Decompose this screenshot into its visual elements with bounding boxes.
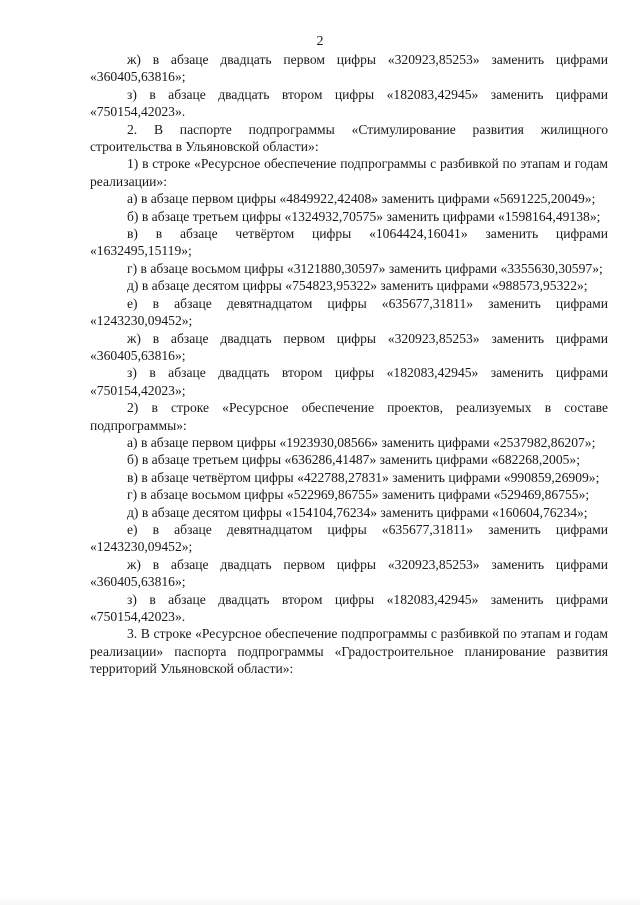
subsection-2-heading: 2) в строке «Ресурсное обеспечение проектов, реализуемых в составе подпрограммы»:	[90, 400, 608, 433]
list-item-zh: ж) в абзаце двадцать первом цифры «320923,85253» заменить цифрами «360405,63816»;	[90, 330, 608, 363]
list-item-zh: ж) в абзаце двадцать первом цифры «320923,85253» заменить цифрами «360405,63816»;	[90, 556, 608, 590]
list-item-v: в) в абзаце четвёртом цифры «1064424,16041» заменить цифрами «1632495,15119»;	[90, 226, 608, 259]
paragraph-item-z: з) в абзаце двадцать втором цифры «182083,42945» заменить цифрами «750154,42023».	[90, 86, 608, 120]
list-item-d: д) в абзаце десятом цифры «154104,76234» заменить цифрами «160604,76234»;	[127, 504, 588, 520]
list-item-g: г) в абзаце восьмом цифры «3121880,30597» заменить цифрами «3355630,30597»;	[127, 260, 603, 276]
list-item-v: в) в абзаце четвёртом цифры «422788,27831» заменить цифрами «990859,26909»;	[127, 469, 600, 485]
paragraph-item-zh: ж) в абзаце двадцать первом цифры «320923,85253» заменить цифрами «360405,63816»;	[90, 52, 608, 85]
scan-edge	[0, 897, 640, 905]
list-item-a: а) в абзаце первом цифры «1923930,08566» заменить цифрами «2537982,86207»;	[127, 434, 596, 450]
subsection-1-heading: 1) в строке «Ресурсное обеспечение подпрограммы с разбивкой по этапам и годам реализации»:	[90, 156, 608, 189]
list-item-z: з) в абзаце двадцать втором цифры «182083,42945» заменить цифрами «750154,42023»;	[90, 365, 608, 398]
list-item-e: е) в абзаце девятнадцатом цифры «635677,31811» заменить цифрами «1243230,09452»;	[90, 295, 608, 329]
list-item-a: а) в абзаце первом цифры «4849922,42408» заменить цифрами «5691225,20049»;	[127, 191, 596, 207]
section-3-heading: 3. В строке «Ресурсное обеспечение подпрограммы с разбивкой по этапам и годам реализации» паспорта подпрограммы «Градостроительное планирование развития территорий Ульяновской области»:	[90, 626, 608, 677]
document-body	[90, 51, 608, 678]
list-item-g: г) в абзаце восьмом цифры «522969,86755» заменить цифрами «529469,86755»;	[127, 487, 590, 503]
list-item-b: б) в абзаце третьем цифры «636286,41487» заменить цифрами «682268,2005»;	[127, 452, 581, 468]
list-item-d: д) в абзаце десятом цифры «754823,95322» заменить цифрами «988573,95322»;	[127, 278, 588, 294]
list-item-e: е) в абзаце девятнадцатом цифры «635677,31811» заменить цифрами «1243230,09452»;	[90, 521, 608, 555]
list-item-b: б) в абзаце третьем цифры «1324932,70575» заменить цифрами «1598164,49138»;	[127, 208, 601, 224]
page-number: 2	[316, 34, 324, 49]
list-item-z: з) в абзаце двадцать втором цифры «182083,42945» заменить цифрами «750154,42023».	[90, 591, 608, 624]
section-2-heading: 2. В паспорте подпрограммы «Стимулирование развития жилищного строительства в Ульяновской области»:	[90, 121, 608, 155]
